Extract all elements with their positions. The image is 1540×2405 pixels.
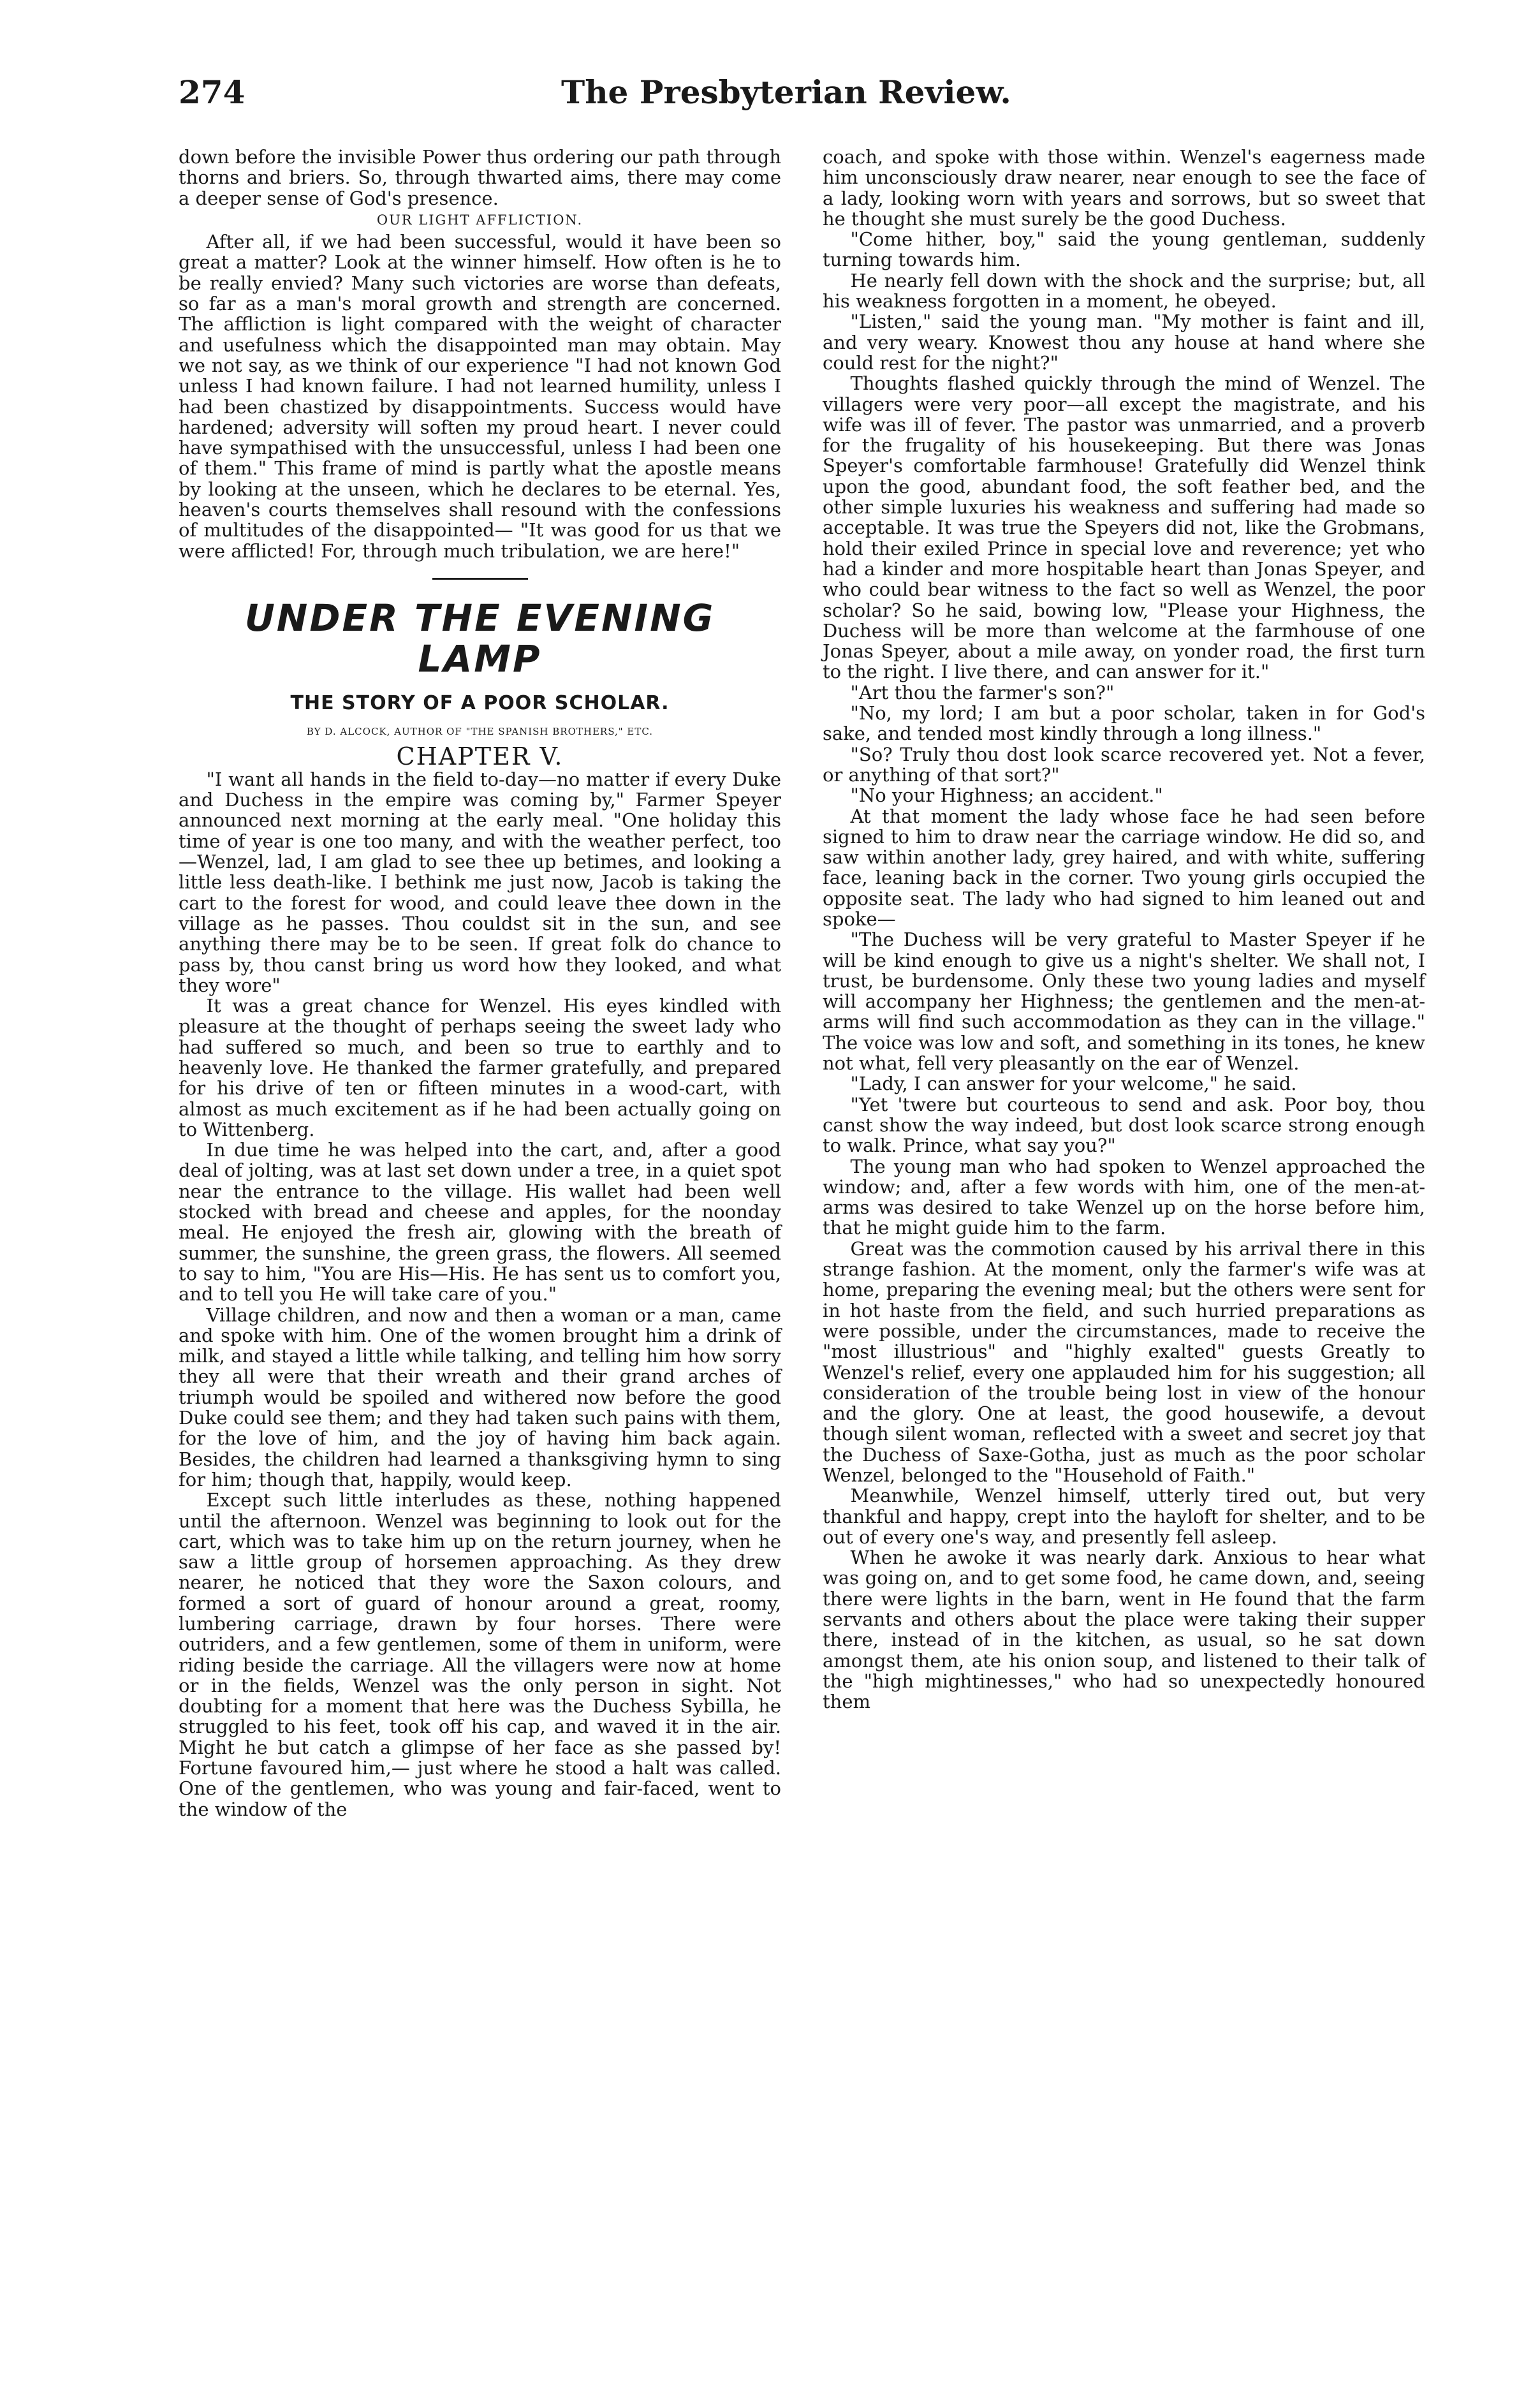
page-number: 274 [179,73,246,111]
divider [432,578,528,580]
chapter-heading: CHAPTER V. [396,742,564,770]
paragraph: "I want all hands in the field to-day—no matter if every Duke and Duchess in the empire was coming by," Farmer Speyer announced next morning at the early meal. "One holiday this time of year is one too many, and with the weather perfect, too —Wenzel, lad, I am glad to see thee up betimes, and looking a little less death-like. I bethink me just now, Jacob is taking the cart to the forest for wood, and could leave thee down in the village as he passes. Thou couldst sit in the sun, and see anything there may be to be seen. If great folk do chance to pass by, thou canst bring us word how they looked, and what they wore" [179,768,781,996]
section-title: UNDER THE EVENING LAMP [244,596,715,680]
subheading: OUR LIGHT AFFLICTION. [376,212,583,228]
paragraph: At that moment the lady whose face he had seen before signed to him to draw near the carriage window. He did so, and saw within another lady, grey haired, and with white, suffering face, leaning back in the corner. Two young girls occupied the opposite seat. The lady who had signed to him leaned out and spoke— [823,805,1425,930]
paragraph: After all, if we had been successful, would it have been so great a matter? Look at the winner himself. How often is he to be really envied? Many such victories are worse than defeats, so far as a man's moral growth and strength are concerned. The affliction is light compared with the weight of character and usefulness which the disappointed man may obtain. May we not say, as we think of our experience "I had not known God unless I had known failure. I had not learned humility, unless I had been chastized by disappointments. Success would have hardened; adversity will soften my proud heart. I never could have sympathised with the unsuccessful, unless I had been one of them." This frame of mind is partly what the apostle means by looking at the unseen, which he declares to be eternal. Yes, heaven's courts themselves shall resound with the confessions of multitudes of the disappointed— "It was good for us that we were afflicted! For, through much tribulation, we are here!" [179,231,781,562]
right-column [823,147,1425,1712]
paragraph: "So? Truly thou dost look scarce recovered yet. Not a fever, or anything of that sort?" [823,743,1425,786]
running-head: The Presbyterian Review. [561,73,1011,111]
paragraph: Thoughts flashed quickly through the mind of Wenzel. The villagers were very poor—all except the magistrate, and his wife was ill of fever. The pastor was unmarried, and a proverb for the frugality of his housekeeping. But there was Jonas Speyer's comfortable farmhouse! Gratefully did Wenzel think upon the good, abundant food, the soft feather bed, and the other simple luxuries his weakness and suffering had made so acceptable. It was true the Speyers did not, like the Grobmans, hold their exiled Prince in special love and reverence; yet who had a kinder and more hospitable heart than Jonas Speyer, and who could bear witness to the fact so well as Wenzel, the poor scholar? So he said, bowing low, "Please your Highness, the Duchess will be more than welcome at the farmhouse of one Jonas Speyer, about a mile away, on yonder road, the first turn to the right. I live there, and can answer for it." [823,372,1425,683]
paragraph: "Yet 'twere but courteous to send and ask. Poor boy, thou canst show the way indeed, but dost look scarce strong enough to walk. Prince, what say you?" [823,1093,1425,1157]
paragraph: When he awoke it was nearly dark. Anxious to hear what was going on, and to get some food, he came down, and, seeing there were lights in the barn, went in He found that the farm servants and others about the place were taking their supper there, instead of in the kitchen, as usual, so he sat down amongst them, ate his onion soup, and listened to their talk of the "high mightinesses," who had so unexpectedly honoured them [823,1547,1425,1713]
paragraph: Village children, and now and then a woman or a man, came and spoke with him. One of the women brought him a drink of milk, and stayed a little while talking, and telling him how sorry they all were that their wreath and their grand arches of triumph would be spoiled and withered now before the good Duke could see them; and they had taken such pains with them, for the love of him, and the joy of having him back again. Besides, the children had learned a thanksgiving hymn to sing for him; though that, happily, would keep. [179,1304,781,1490]
paragraph: In due time he was helped into the cart, and, after a good deal of jolting, was at last set down under a tree, in a quiet spot near the entrance to the village. His wallet had been well stocked with bread and cheese and apples, for the noonday meal. He enjoyed the fresh air, glowing with the breath of summer, the sunshine, the green grass, the flowers. All seemed to say to him, "You are His—His. He has sent us to comfort you, and to tell you He will take care of you." [179,1139,781,1305]
paragraph: Except such little interludes as these, nothing happened until the afternoon. Wenzel was beginning to look out for the cart, which was to take him up on the return journey, when he saw a little group of horsemen approaching. As they drew nearer, he noticed that they wore the Saxon colours, and formed a sort of guard of honour around a great, roomy, lumbering carriage, drawn by four horses. There were outriders, and a few gentlemen, some of them in uniform, were riding beside the carriage. All the villagers were now at home or in the fields, Wenzel was the only person in sight. Not doubting for a moment that here was the Duchess Sybilla, he struggled to his feet, took off his cap, and waved it in the air. Might he but catch a glimpse of her face as she passed by! Fortune favoured him,— just where he stood a halt was called. One of the gentlemen, who was young and fair-faced, went to the window of the [179,1489,781,1820]
paragraph: "No your Highness; an accident." [850,784,1163,807]
paragraph: "Lady, I can answer for your welcome," he said. [850,1073,1297,1095]
paragraph: It was a great chance for Wenzel. His eyes kindled with pleasure at the thought of perhaps seeing the sweet lady who had suffered so much, and been so true to earthly and to heavenly love. He thanked the farmer gratefully, and prepared for his drive of ten or fifteen minutes in a wood-cart, with almost as much excitement as if he had been actually going on to Wittenberg. [179,995,781,1140]
paragraph: "Listen," said the young man. "My mother is faint and ill, and very weary. Knowest thou any house at hand where she could rest for the night?" [823,311,1425,374]
paragraph: He nearly fell down with the shock and the surprise; but, all his weakness forgotten in a moment, he obeyed. [823,269,1425,313]
paragraph: Meanwhile, Wenzel himself, utterly tired out, but very thankful and happy, crept into the hayloft for shelter, and to be out of every one's way, and presently fell asleep. [823,1485,1425,1548]
paragraph: The young man who had spoken to Wenzel approached the window; and, after a few words with him, one of the men-at-arms was desired to take Wenzel up on the horse before him, that he might guide him to the farm. [823,1155,1425,1239]
paragraph: "No, my lord; I am but a poor scholar, taken in for God's sake, and tended most kindly through a long illness." [823,702,1425,745]
byline: BY D. ALCOCK, AUTHOR OF "THE SPANISH BROTHERS," ETC. [306,726,654,738]
paragraph: Great was the commotion caused by his arrival there in this strange fashion. At the moment, only the farmer's wife was at home, preparing the evening meal; but the others were sent for in hot haste from the field, and such hurried preparations as were possible, under the circumstances, made to receive the "most illustrious" and "highly exalted" guests Greatly to Wenzel's relief, every one applauded him for his suggestion; all consideration of the trouble being lost in view of the honour and the glory. One at least, the good housewife, a devout though silent woman, reflected with a sweet and secret joy that the Duchess of Saxe-Gotha, just as much as the poor scholar Wenzel, belonged to the "Household of Faith." [823,1237,1425,1486]
paragraph: "Art thou the farmer's son?" [850,681,1115,703]
left-column [179,147,781,1820]
story-title: THE STORY OF A POOR SCHOLAR. [290,691,670,714]
paragraph: coach, and spoke with those within. Wenzel's eagerness made him unconsciously draw nearer, near enough to see the face of a lady, looking worn with years and sorrows, but so sweet that he thought she must surely be the good Duchess. [823,146,1425,230]
paragraph: "Come hither, boy," said the young gentleman, suddenly turning towards him. [823,228,1425,271]
paragraph: "The Duchess will be very grateful to Master Speyer if he will be kind enough to give us a night's shelter. We shall not, I trust, be burdensome. Only these two young ladies and myself will accompany her Highness; the gentlemen and the men-at-arms will find such accommodation as they can in the village." The voice was low and soft, and something in its tones, he knew not what, fell very pleasantly on the ear of Wenzel. [823,929,1425,1075]
paragraph: down before the invisible Power thus ordering our path through thorns and briers. So, through thwarted aims, there may come a deeper sense of God's presence. [179,146,781,209]
